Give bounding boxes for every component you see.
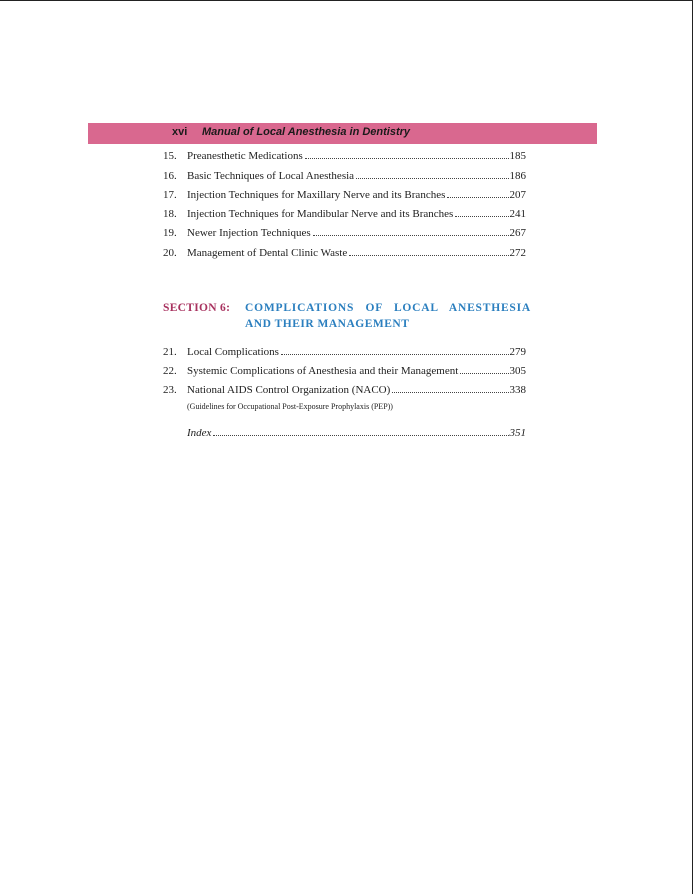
toc-entry-page: 305 <box>509 365 526 377</box>
dot-leader <box>213 435 508 436</box>
toc-entry[interactable] <box>163 363 526 379</box>
toc-entry-number: 22. <box>163 365 177 377</box>
dot-leader <box>455 216 508 217</box>
toc-entry-page: 207 <box>509 189 526 201</box>
toc-entry[interactable] <box>163 245 526 261</box>
toc-entry-title: National AIDS Control Organization (NACO) <box>187 384 391 396</box>
toc-entry[interactable] <box>163 148 526 164</box>
index-entry[interactable] <box>187 425 526 441</box>
toc-entry-subtitle: (Guidelines for Occupational Post-Exposure Prophylaxis (PEP)) <box>187 402 393 411</box>
toc-entry-title: Injection Techniques for Mandibular Nerve and its Branches <box>187 208 454 220</box>
dot-leader <box>392 392 508 393</box>
index-label: Index <box>187 427 212 439</box>
dot-leader <box>447 197 508 198</box>
toc-entry-title: Local Complications <box>187 346 279 358</box>
toc-entry-page: 267 <box>509 227 526 239</box>
dot-leader <box>460 373 508 374</box>
toc-entry-title: Systemic Complications of Anesthesia and their Management <box>187 365 459 377</box>
toc-entry-page: 186 <box>509 170 526 182</box>
toc-entry-number: 21. <box>163 346 177 358</box>
toc-entry-title: Management of Dental Clinic Waste <box>187 247 348 259</box>
toc-entry[interactable] <box>163 206 526 222</box>
toc-entry-page: 279 <box>509 346 526 358</box>
toc-entry-number: 17. <box>163 189 177 201</box>
toc-entry-title: Injection Techniques for Maxillary Nerve and its Branches <box>187 189 446 201</box>
toc-entry[interactable] <box>163 168 526 184</box>
toc-entry[interactable] <box>163 225 526 241</box>
toc-entry-title: Newer Injection Techniques <box>187 227 311 239</box>
toc-entry[interactable] <box>163 187 526 203</box>
toc-entry-title: Preanesthetic Medications <box>187 150 303 162</box>
header-book-title: Manual of Local Anesthesia in Dentistry <box>202 126 411 138</box>
running-header <box>88 123 597 144</box>
toc-entry[interactable] <box>163 344 526 360</box>
toc-entry[interactable] <box>163 382 526 398</box>
toc-entry-page: 241 <box>509 208 526 220</box>
toc-entry-page: 272 <box>509 247 526 259</box>
toc-entry-number: 23. <box>163 384 177 396</box>
section-label: SECTION 6: <box>163 302 231 314</box>
toc-entry-number: 18. <box>163 208 177 220</box>
toc-entry-page: 338 <box>509 384 526 396</box>
dot-leader <box>349 255 508 256</box>
toc-entry-page: 185 <box>509 150 526 162</box>
dot-leader <box>356 178 508 179</box>
header-page-number: xvi <box>172 126 188 138</box>
toc-entry-number: 16. <box>163 170 177 182</box>
dot-leader <box>281 354 509 355</box>
dot-leader <box>313 235 509 236</box>
toc-entry-title: Basic Techniques of Local Anesthesia <box>187 170 355 182</box>
dot-leader <box>305 158 509 159</box>
section-title-line2: AND THEIR MANAGEMENT <box>245 318 410 330</box>
toc-entry-number: 15. <box>163 150 177 162</box>
toc-entry-number: 20. <box>163 247 177 259</box>
section-title-line1: COMPLICATIONS OF LOCAL ANESTHESIA <box>245 302 531 314</box>
toc-entry-number: 19. <box>163 227 177 239</box>
index-page: 351 <box>509 427 526 439</box>
